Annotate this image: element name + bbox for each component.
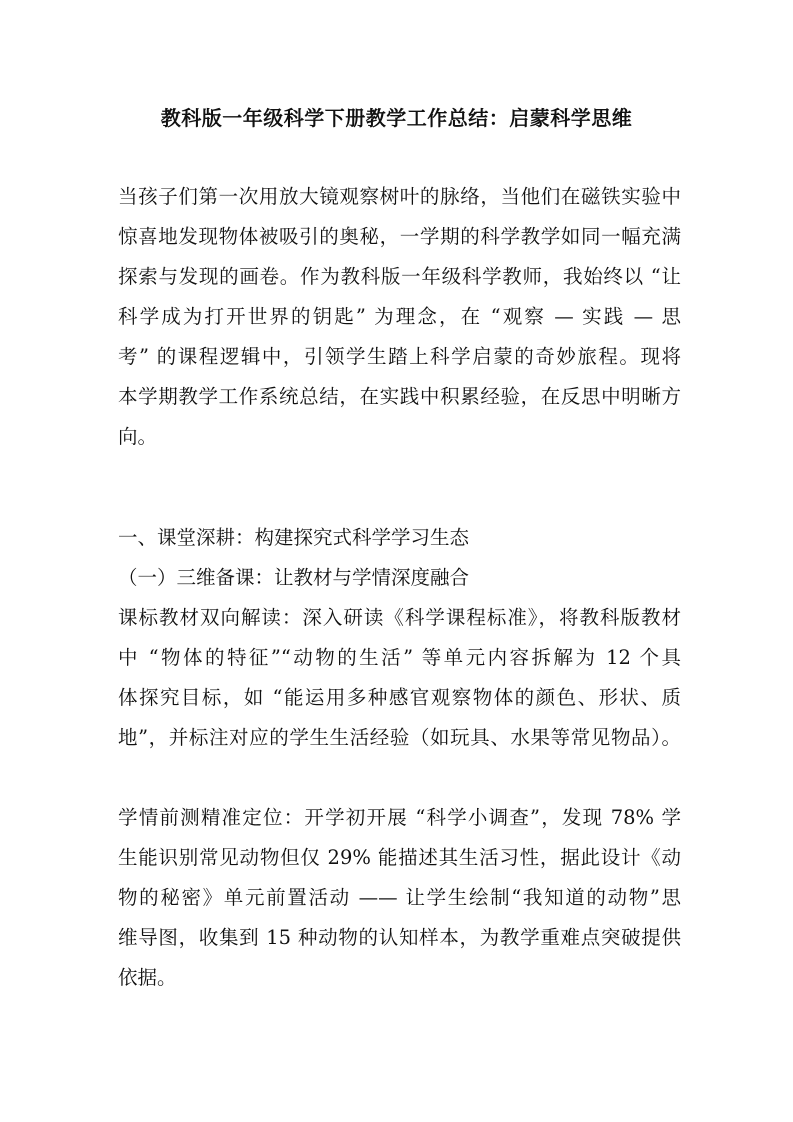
subsection-heading: （一）三维备课：让教材与学情深度融合 [118, 566, 470, 589]
text-line: 本学期教学工作系统总结，在实践中积累经验，在反思中明晰方 [118, 385, 681, 408]
text-line: 考” 的课程逻辑中，引领学生踏上科学启蒙的奇妙旅程。现将 [118, 345, 681, 368]
text-line: 地”，并标注对应的学生生活经验（如玩具、水果等常见物品）。 [118, 726, 681, 749]
text-line: 依据。 [118, 966, 177, 989]
text-line: 课标教材双向解读：深入研读《科学课程标准》，将教科版教材 [118, 606, 681, 629]
text-line: 体探究目标，如 “能运用多种感官观察物体的颜色、形状、质 [118, 686, 681, 709]
text-line: 维导图，收集到 15 种动物的认知样本，为教学重难点突破提供 [118, 926, 681, 949]
paragraph-2 [118, 798, 681, 998]
intro-paragraph [118, 177, 681, 457]
text-line: 中 “物体的特征”“动物的生活” 等单元内容拆解为 12 个具 [118, 646, 681, 669]
text-line: 学情前测精准定位：开学初开展 “科学小调查”，发现 78% 学 [118, 806, 681, 829]
text-line: 科学成为打开世界的钥匙” 为理念，在 “观察 — 实践 — 思 [118, 305, 681, 328]
text-line: 生能识别常见动物但仅 29% 能描述其生活习性，据此设计《动 [118, 846, 681, 869]
document-title: 教科版一年级科学下册教学工作总结：启蒙科学思维 [160, 106, 633, 130]
text-line: 当孩子们第一次用放大镜观察树叶的脉络，当他们在磁铁实验中 [118, 185, 681, 208]
text-line: 物的秘密》单元前置活动 —— 让学生绘制“我知道的动物”思 [118, 886, 681, 909]
section-1 [118, 518, 681, 758]
text-line: 向。 [118, 425, 158, 448]
text-line: 惊喜地发现物体被吸引的奥秘，一学期的科学教学如同一幅充满 [118, 225, 681, 248]
section-heading: 一、课堂深耕：构建探究式科学学习生态 [118, 526, 470, 549]
text-line: 探索与发现的画卷。作为教科版一年级科学教师，我始终以 “让 [118, 265, 681, 288]
